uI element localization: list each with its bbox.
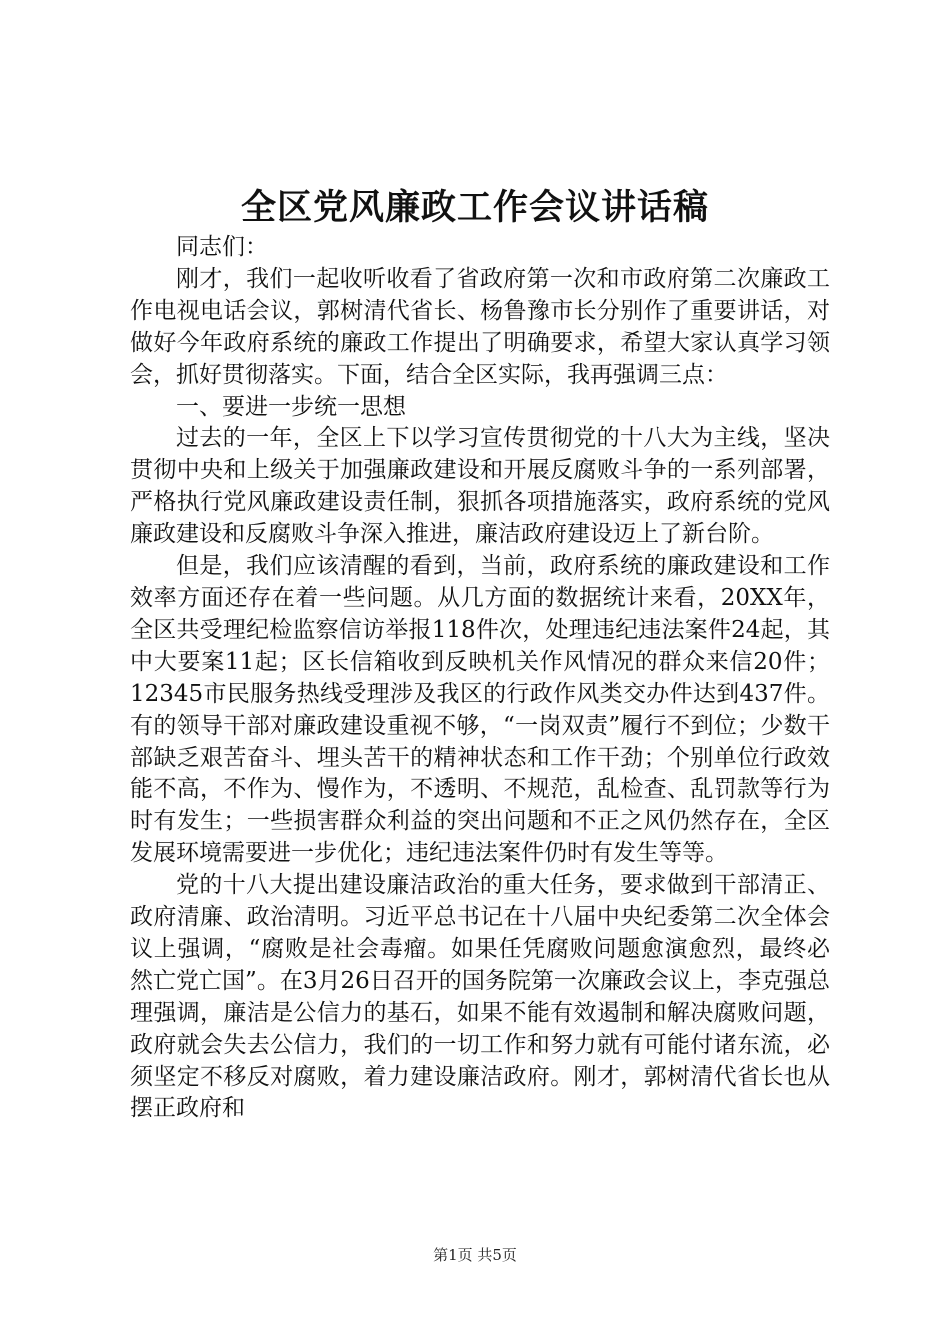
section-heading-1: 一、要进一步统一思想 [176,393,406,420]
salutation-paragraph: 同志们： [176,234,268,260]
intro-paragraph: 刚才，我们一起收听收看了省政府第一次和市政府第二次廉政工作电视电话会议，郭树清代省长、杨鲁豫市长分别作了重要讲话，对做好今年政府系统的廉政工作提出了明确要求，希望大家认真学习领会，抓好贯彻落实。下面，结合全区实际，我再强调三点： [130,265,830,388]
document-body [130,232,830,1125]
body-paragraph: 过去的一年，全区上下以学习宣传贯彻党的十八大为主线，坚决贯彻中央和上级关于加强廉政建设和开展反腐败斗争的一系列部署，严格执行党风廉政建设责任制，狠抓各项措施落实，政府系统的党风廉政建设和反腐败斗争深入推进，廉洁政府建设迈上了新台阶。 [130,425,830,548]
body-paragraph: 党的十八大提出建设廉洁政治的重大任务，要求做到干部清正、政府清廉、政治清明。习近平总书记在十八届中央纪委第二次全体会议上强调，“腐败是社会毒瘤。如果任凭腐败问题愈演愈烈，最终必然亡党亡国”。在3月26日召开的国务院第一次廉政会议上，李克强总理强调，廉洁是公信力的基石，如果不能有效遏制和解决腐败问题，政府就会失去公信力，我们的一切工作和努力就有可能付诸东流，必须坚定不移反对腐败，着力建设廉洁政府。刚才，郭树清代省长也从摆正政府和 [130,872,830,1122]
body-paragraph: 但是，我们应该清醒的看到，当前，政府系统的廉政建设和工作效率方面还存在着一些问题。从几方面的数据统计来看，20XX年，全区共受理纪检监察信访举报118件次，处理违纪违法案件24起，其中大要案11起；区长信箱收到反映机关作风情况的群众来信20件；12345市民服务热线受理涉及我区的行政作风类交办件达到437件。有的领导干部对廉政建设重视不够，“一岗双责”履行不到位；少数干部缺乏艰苦奋斗、埋头苦干的精神状态和工作干劲；个别单位行政效能不高，不作为、慢作为，不透明、不规范，乱检查、乱罚款等行为时有发生；一些损害群众利益的突出问题和不正之风仍然存在，全区发展环境需要进一步优化；违纪违法案件仍时有发生等等。 [130,553,830,867]
page-number-footer: 第1页 共5页 [433,1246,517,1264]
document-title: 全区党风廉政工作会议讲话稿 [240,187,709,228]
